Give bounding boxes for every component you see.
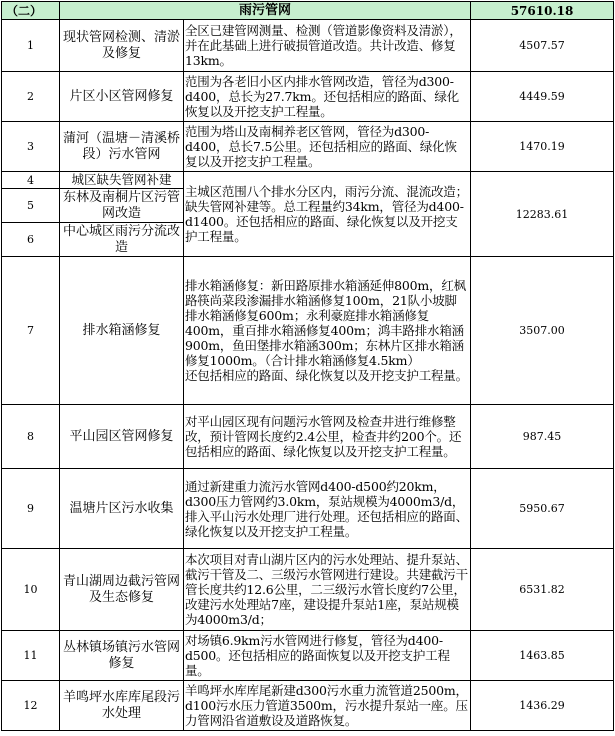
section-index: （二） [2, 2, 60, 20]
project-name: 片区小区管网修复 [60, 72, 184, 122]
project-amount: 5950.67 [471, 469, 614, 549]
table-row [2, 469, 614, 549]
project-description: 范围为塔山及南桐养老区管网，管径为d300-d400，总长7.5公里。还包括相应的路面、绿化恢复以及开挖支护工程量。 [184, 122, 471, 172]
project-amount: 4507.57 [471, 20, 614, 72]
table-row [2, 72, 614, 122]
row-number: 7 [2, 257, 60, 405]
table-row [2, 549, 614, 631]
project-name: 东林及南桐片区污管网改造 [60, 189, 184, 223]
project-name: 蒲河（温塘－清溪桥段）污水管网 [60, 122, 184, 172]
row-number: 6 [2, 223, 60, 257]
project-amount: 4449.59 [471, 72, 614, 122]
table-row [2, 681, 614, 731]
project-name: 羊鸣坪水库库尾段污水处理 [60, 681, 184, 731]
project-name: 现状管网检测、清淤及修复 [60, 20, 184, 72]
table-row [2, 257, 614, 405]
table-row [2, 405, 614, 469]
row-number: 8 [2, 405, 60, 469]
section-title: 雨污管网 [60, 2, 471, 20]
project-amount: 1470.19 [471, 122, 614, 172]
project-description: 羊鸣坪水库库尾新建d300污水重力流管道2500m，d100污水压力管道3500m，污水提升泵站一座。压力管网沿省道敷设及道路恢复。 [184, 681, 471, 731]
project-description: 范围为各老旧小区内排水管网改造，管径为d300-d400，总长为27.7km。还包括相应的路面、绿化恢复以及开挖支护工程量。 [184, 72, 471, 122]
project-description: 全区已建管网测量、检测（管道影像资料及清淤），并在此基础上进行破损管道改造。共计改造、修复13km。 [184, 20, 471, 72]
project-description: 本次项目对青山湖片区内的污水处理站、提升泵站、截污干管及二、三级污水管网进行建设。共建截污干管长度共约12.6公里，二三级污水管长度约7公里，改建污水处理站7座，建设提升泵站1座，泵站规模为4000m3/d； [184, 549, 471, 631]
project-amount: 1463.85 [471, 631, 614, 681]
project-amount: 1436.29 [471, 681, 614, 731]
row-number: 10 [2, 549, 60, 631]
row-number: 3 [2, 122, 60, 172]
project-description: 对平山园区现有问题污水管网及检查井进行维修整改，预计管网长度约2.4公里，检查井约200个。还包括相应的路面、绿化恢复以及开挖支护工程量。 [184, 405, 471, 469]
project-amount: 987.45 [471, 405, 614, 469]
row-number: 1 [2, 20, 60, 72]
project-description [184, 257, 471, 405]
project-name: 青山湖周边截污管网及生态修复 [60, 549, 184, 631]
project-amount: 6531.82 [471, 549, 614, 631]
row-number: 5 [2, 189, 60, 223]
project-amount: 12283.61 [471, 172, 614, 257]
section-header-row [2, 2, 614, 20]
project-name: 温塘片区污水收集 [60, 469, 184, 549]
project-description-extra: 还包括相应的路面、绿化恢复以及开挖支护工程量。 [185, 368, 468, 383]
section-total: 57610.18 [471, 2, 614, 20]
table-row [2, 631, 614, 681]
project-description: 主城区范围八个排水分区内，雨污分流、混流改造；缺失管网补建等。总工程量约34km，管径为d400-d1400。还包括相应的路面、绿化恢复以及开挖支护工程量。 [184, 172, 471, 257]
table-row [2, 172, 614, 189]
project-description: 对场镇6.9km污水管网进行修复，管径为d400-d500。还包括相应的路面恢复以及开挖支护工程量。 [184, 631, 471, 681]
project-amount: 3507.00 [471, 257, 614, 405]
row-number: 11 [2, 631, 60, 681]
project-table [1, 1, 614, 731]
row-number: 2 [2, 72, 60, 122]
project-description-main: 排水箱涵修复：新田路原排水箱涵延伸800m，红枫路筷尚菜段渗漏排水箱涵修复100m，21队小坡脚排水箱涵修复600m；永利豪庭排水箱涵修复400m，重百排水箱涵修复400m；鸿丰路排水箱涵900m，鱼田堡排水箱涵300m；东林片区排水箱涵修复1000m。（合计排水箱涵修复4.5km） [185, 278, 466, 368]
row-number: 4 [2, 172, 60, 189]
project-name: 平山园区管网修复 [60, 405, 184, 469]
row-number: 12 [2, 681, 60, 731]
project-name: 丛林镇场镇污水管网修复 [60, 631, 184, 681]
project-description: 通过新建重力流污水管网d400-d500约20km，d300压力管网约3.0km，泵站规模为4000m3/d，排入平山污水处理厂进行处理。还包括相应的路面、绿化恢复以及开挖支护工程量。 [184, 469, 471, 549]
project-name: 中心城区雨污分流改造 [60, 223, 184, 257]
row-number: 9 [2, 469, 60, 549]
table-row [2, 20, 614, 72]
project-name: 城区缺失管网补建 [60, 172, 184, 189]
table-row [2, 122, 614, 172]
project-name: 排水箱涵修复 [60, 257, 184, 405]
